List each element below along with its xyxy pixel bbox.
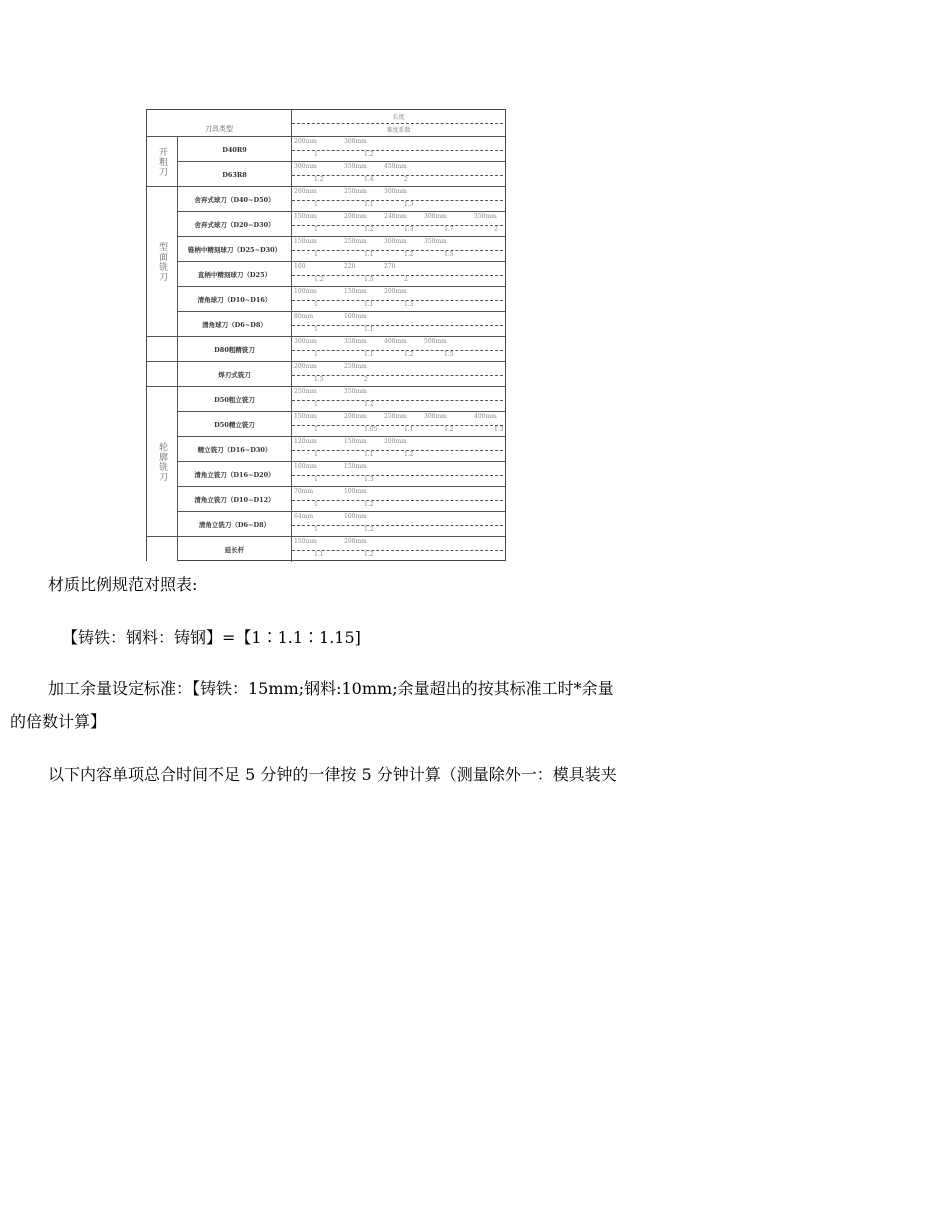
table-row [147, 286, 505, 312]
length-values [292, 237, 505, 250]
tool-name-cell: 清角立铣刀（D10~D12） [178, 487, 292, 512]
coefficient-value: 1 [314, 450, 318, 458]
header-tool-type: 刀具类型 [147, 110, 292, 136]
table-row [147, 411, 505, 437]
coefficient-value: 1 [314, 325, 318, 333]
length-value: 200mm [384, 438, 407, 445]
length-value: 150mm [294, 238, 317, 245]
tool-group-cell [147, 337, 178, 361]
tool-name-cell: D63R8 [178, 162, 292, 187]
coefficient-value: 1.2 [364, 550, 374, 558]
tool-name-cell: D50粗立铣刀 [178, 387, 292, 412]
coefficient-value: 1.2 [404, 450, 414, 458]
length-value: 350mm [344, 388, 367, 395]
coefficient-value: 2 [364, 375, 368, 383]
length-value: 200mm [344, 413, 367, 420]
length-values [292, 287, 505, 300]
coefficient-value: 1 [314, 150, 318, 158]
tool-group-cell [147, 387, 178, 536]
coefficient-value: 1.1 [364, 250, 374, 258]
coefficient-value: 1.3 [494, 425, 504, 433]
coefficient-value: 1.2 [364, 150, 374, 158]
tool-name-cell: D80粗精铣刀 [178, 337, 292, 362]
table-row [147, 486, 505, 512]
tool-name-cell: D40R9 [178, 137, 292, 162]
coefficient-value: 1.1 [364, 325, 374, 333]
length-values [292, 512, 505, 525]
length-value: 350mm [344, 163, 367, 170]
tool-name-cell: 清角球刀（D6~D8） [178, 312, 292, 337]
length-values [292, 312, 505, 325]
table-row [147, 336, 505, 362]
coefficient-value: 1.2 [364, 500, 374, 508]
length-value: 150mm [294, 213, 317, 220]
length-values [292, 337, 505, 350]
length-value: 300mm [424, 413, 447, 420]
tool-name-cell: 舍弃式球刀（D20~D30） [178, 212, 292, 237]
coefficient-value: 1.3 [404, 225, 414, 233]
coefficient-value: 1.3 [364, 475, 374, 483]
coefficient-value: 1 [314, 425, 318, 433]
length-value: 350mm [424, 238, 447, 245]
table-row [147, 136, 505, 162]
length-values [292, 537, 505, 550]
tool-group-cell [147, 362, 178, 386]
coefficient-value: 1.2 [404, 250, 414, 258]
coefficient-value: 1.5 [314, 375, 324, 383]
tool-name-cell: 焊刃式铣刀 [178, 362, 292, 387]
tool-name-cell: 精立铣刀（D16~D30） [178, 437, 292, 462]
length-value: 200mm [344, 213, 367, 220]
length-value: 100mm [344, 513, 367, 520]
tool-name-cell: 舍弃式球刀（D40~D50） [178, 187, 292, 212]
coefficient-value: 1.2 [444, 425, 454, 433]
coefficient-value: 1 [314, 350, 318, 358]
length-value: 120mm [294, 438, 317, 445]
coefficient-value: 1.5 [444, 250, 454, 258]
table-row [147, 236, 505, 262]
coefficient-value: 1 [314, 500, 318, 508]
coefficient-value: 1.3 [404, 200, 414, 208]
table-row [147, 311, 505, 337]
coefficient-value: 1.1 [404, 425, 414, 433]
length-values [292, 212, 505, 225]
coefficient-value: 1.5 [444, 350, 454, 358]
tool-name-cell: 清角立铣刀（D16~D20） [178, 462, 292, 487]
coefficient-value: 1.2 [364, 525, 374, 533]
length-value: 200mm [294, 363, 317, 370]
length-value: 100mm [294, 288, 317, 295]
length-value: 200mm [384, 288, 407, 295]
length-value: 150mm [344, 438, 367, 445]
header-length: 长度 [392, 114, 405, 121]
length-value: 270 [384, 263, 396, 270]
allowance-standard-line1: 加工余量设定标准：【铸铁：15mm;钢料:10mm;余量超出的按其标准工时*余量 [48, 679, 614, 698]
coefficient-value: 1 [314, 525, 318, 533]
length-value: 350mm [474, 213, 497, 220]
length-value: 300mm [424, 213, 447, 220]
length-value: 220 [344, 263, 356, 270]
coefficient-values [292, 550, 505, 563]
coefficient-value: 2 [494, 225, 498, 233]
coefficient-value: 1.2 [314, 275, 324, 283]
length-value: 150mm [344, 288, 367, 295]
tool-group-label: 型面铣刀 [157, 241, 167, 282]
tool-group-cell [147, 537, 178, 561]
coefficient-value: 1 [314, 250, 318, 258]
coefficient-value: 1.4 [364, 175, 374, 183]
length-value: 350mm [344, 338, 367, 345]
length-value: 200mm [294, 138, 317, 145]
coefficient-value: 1.1 [364, 300, 374, 308]
length-values [292, 387, 505, 400]
coefficient-value: 1.2 [364, 400, 374, 408]
material-ratio-formula: 【铸铁：钢料：铸钢】=【1∶1.1∶1.15] [62, 628, 361, 647]
tool-name-cell: 清角球刀（D10~D16） [178, 287, 292, 312]
coefficient-value: 1.1 [314, 550, 324, 558]
material-ratio-heading: 材质比例规范对照表: [48, 575, 198, 594]
tool-group-label: 轮廓铣刀 [157, 441, 167, 482]
length-value: 250mm [294, 388, 317, 395]
header-coefficient: 难度系数 [386, 127, 411, 134]
length-values [292, 437, 505, 450]
tool-name-cell: 锥柄中精刻球刀（D25~D30） [178, 237, 292, 262]
minimum-time-rule: 以下内容单项总合时间不足 5 分钟的一律按 5 分钟计算（测量除外一：模具装夹 [48, 765, 617, 784]
length-value: 160 [294, 263, 306, 270]
coefficient-value: 2 [404, 275, 408, 283]
length-value: 300mm [344, 138, 367, 145]
tool-name-cell: 延长杆 [178, 537, 292, 562]
length-values [292, 362, 505, 375]
coefficient-value: 1.1 [364, 350, 374, 358]
length-value: 250mm [344, 363, 367, 370]
tool-group-cell [147, 187, 178, 336]
length-value: 100mm [344, 313, 367, 320]
tool-coefficient-table-image [146, 109, 506, 561]
table-row [147, 461, 505, 487]
length-value: 70mm [294, 488, 314, 495]
length-value: 250mm [384, 413, 407, 420]
table-row [147, 211, 505, 237]
length-value: 300mm [294, 338, 317, 345]
coefficient-value: 1.7 [444, 225, 454, 233]
length-value: 80mm [294, 313, 314, 320]
length-value: 300mm [384, 238, 407, 245]
coefficient-value: 1.05 [364, 425, 378, 433]
coefficient-value: 1.3 [404, 300, 414, 308]
coefficient-value: 1.2 [364, 225, 374, 233]
length-value: 200mm [294, 188, 317, 195]
length-value: 400mm [474, 413, 497, 420]
length-value: 450mm [384, 163, 407, 170]
tool-name-cell: D50精立铣刀 [178, 412, 292, 437]
length-value: 150mm [294, 413, 317, 420]
tool-name-cell: 清角立铣刀（D6~D8） [178, 512, 292, 537]
length-value: 200mm [344, 538, 367, 545]
table-header-row [147, 110, 505, 136]
table-row [147, 361, 505, 387]
tool-group-label: 开粗刀 [157, 146, 167, 177]
table-row [147, 186, 505, 212]
length-value: 240mm [384, 213, 407, 220]
length-value: 400mm [384, 338, 407, 345]
coefficient-value: 1.1 [364, 200, 374, 208]
length-value: 250mm [344, 238, 367, 245]
table-row [147, 511, 505, 537]
length-values [292, 262, 505, 275]
length-values [292, 487, 505, 500]
coefficient-value: 1.2 [314, 175, 324, 183]
length-value: 150mm [344, 463, 367, 470]
allowance-standard-line2: 的倍数计算】 [10, 712, 107, 731]
coefficient-value: 1 [314, 225, 318, 233]
length-value: 100mm [344, 488, 367, 495]
length-values [292, 412, 505, 425]
table-row [147, 436, 505, 462]
coefficient-value: 1 [314, 475, 318, 483]
coefficient-value: 1.1 [364, 450, 374, 458]
length-value: 150mm [294, 538, 317, 545]
coefficient-value: 2 [404, 175, 408, 183]
length-values [292, 187, 505, 200]
table-row [147, 536, 505, 562]
length-value: 300mm [384, 188, 407, 195]
table-row [147, 386, 505, 412]
coefficient-value: 1 [314, 200, 318, 208]
coefficient-value: 1.5 [364, 275, 374, 283]
coefficient-value: 1 [314, 400, 318, 408]
length-values [292, 462, 505, 475]
tool-group-cell [147, 137, 178, 186]
table-row [147, 161, 505, 187]
coefficient-value: 1 [314, 300, 318, 308]
tool-name-cell: 直柄中精刻球刀（D25） [178, 262, 292, 287]
length-value: 100mm [294, 463, 317, 470]
length-values [292, 162, 505, 175]
length-values [292, 137, 505, 150]
coefficient-value: 1.2 [404, 350, 414, 358]
table-row [147, 261, 505, 287]
length-value: 250mm [344, 188, 367, 195]
length-value: 64mm [294, 513, 314, 520]
length-value: 500mm [424, 338, 447, 345]
length-value: 300mm [294, 163, 317, 170]
